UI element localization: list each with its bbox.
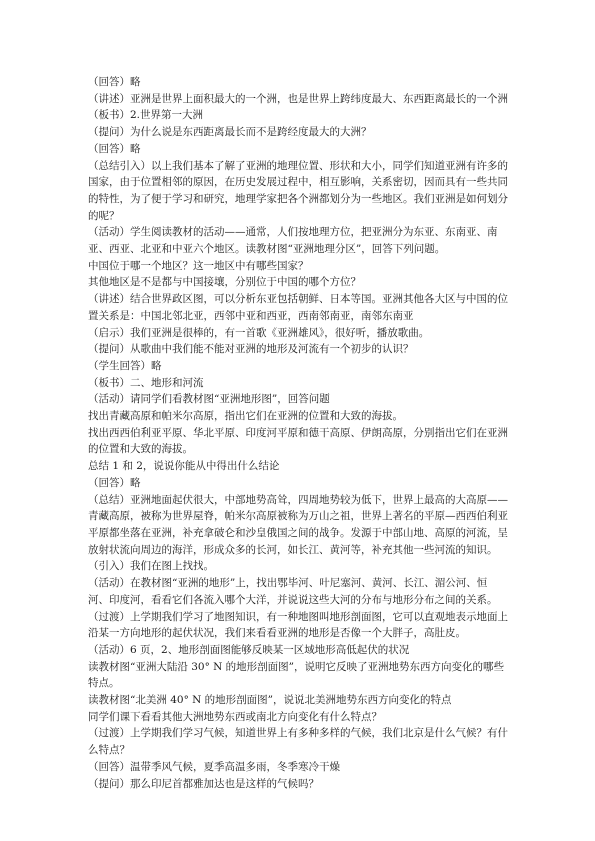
task-homework: 同学们课下看看其他大洲地势东西或南北方向变化有什么特点？ [88, 710, 382, 723]
answer-omitted-1: （回答）略 [88, 76, 141, 88]
activity-terrain-map: （活动）请同学们看教材图“亚洲地形图”，回答问题 [88, 393, 330, 406]
answer-omitted-3: （回答）略 [88, 476, 141, 489]
activity-profile: （活动）6 页，2、地形剖面图能够反映某一区域地形高低起伏的状况 [88, 643, 410, 656]
question-china-region: 中国位于哪一个地区？这一地区中有哪些国家？ [88, 259, 309, 272]
question-east-west: （提问）为什么说是东西距离最长而不是跨经度最大的大洲？ [88, 126, 372, 139]
question-other-regions: 其他地区是不是都与中国接壤，分别位于中国的哪个方位？ [88, 276, 361, 289]
question-song-terrain: （提问）从歌曲中我们能不能对亚洲的地形及河流有一个初步的认识？ [88, 343, 414, 356]
inspiration-song: （启示）我们亚洲是很棒的，有一首歌《亚洲雄风》，很好听，播放歌曲。 [88, 326, 430, 339]
question-jakarta: （提问）那么印尼首都雅加达也是这样的气候吗？ [88, 777, 319, 790]
lecture-asia-largest: （讲述）亚洲是世界上面积最大的一个洲，也是世界上跨纬度最大、东西距离最长的一个洲 [88, 92, 508, 105]
board-heading-largest-continent: （板书）2.世界第一大洲 [88, 109, 204, 122]
task-plains: 找出西西伯利亚平原、华北平原、印度河平原和德干高原、伊朗高原，分别指出它们在亚洲的位置和大致的海拔。 [88, 426, 508, 456]
transition-profile: （过渡）上学期我们学习了地图知识，有一种地图叫地形剖面图，它可以直观地表示地面上沿某一方向地形的起伏状况，我们来看看亚洲的地形是否像一个大胖子，高肚皮。 [88, 610, 508, 640]
document-page [88, 74, 508, 792]
summary-terrain: （总结）亚洲地面起伏很大，中部地势高耸，四周地势较为低下，世界上最高的大高原——青藏高原，被称为世界屋脊，帕米尔高原被称为万山之祖，世界上著名的平原—西西伯利亚平原都坐落在亚洲，补充拿破仑和沙皇俄国之间的战争。发源于中部山地、高原的河流，呈放射状流向周边的海洋，形成众多的长河，如长江、黄河等，补充其他一些河流的知识。（引入）我们在图上找找。 [88, 493, 508, 573]
transition-climate: （过渡）上学期我们学习气候，知道世界上有多种多样的气候，我们北京是什么气候？有什么特点？ [88, 727, 508, 757]
answer-omitted-2: （回答）略 [88, 142, 141, 155]
summary-regions-intro: （总结引入）以上我们基本了解了亚洲的地理位置、形状和大小，同学们知道亚洲有许多的国家，由于位置相邻的原因，在历史发展过程中，相互影响，关系密切，因而具有一些共同的特性，为了便于学习和研究，地理学家把各个洲都划分为一些地区。我们亚洲是如何划分的呢？ [88, 159, 508, 222]
lecture-region-relations: （讲述）结合世界政区图，可以分析东亚包括朝鲜、日本等国。亚洲其他各大区与中国的位置关系是：中国北邻北亚，西邻中亚和西亚，西南邻南亚，南邻东南亚 [88, 293, 508, 322]
task-plateaus: 找出青藏高原和帕米尔高原，指出它们在亚洲的位置和大致的海拔。 [88, 410, 403, 423]
activity-rivers: （活动）在教材图“亚洲的地形”上，找出鄂毕河、叶尼塞河、黄河、长江、湄公河、恒河、印度河，看看它们各流入哪个大洋，并说说这些大河的分布与地形分布之间的关系。 [88, 577, 498, 606]
task-asia-profile: 读教材图“亚洲大陆沿 30° N 的地形剖面图”，说明它反映了亚洲地势东西方向变化的哪些特点。 [88, 660, 505, 690]
board-heading-terrain-rivers: （板书）二、地形和河流 [88, 376, 204, 389]
answer-climate: （回答）温带季风气候，夏季高温多雨，冬季寒冷干燥 [88, 760, 340, 773]
student-answer: （学生回答）略 [88, 359, 162, 372]
task-conclusion: 总结 1 和 2，说说你能从中得出什么结论 [88, 460, 280, 473]
task-north-america-profile: 读教材图“北美洲 40° N 的地形剖面图”，说说北美洲地势东西方向变化的特点 [88, 694, 452, 707]
activity-regions: （活动）学生阅读教材的活动——通常，人们按地理方位，把亚洲分为东亚、东南亚、南亚、西亚、北亚和中亚六个地区。读教材图“亚洲地理分区”，回答下列问题。 [88, 226, 498, 256]
